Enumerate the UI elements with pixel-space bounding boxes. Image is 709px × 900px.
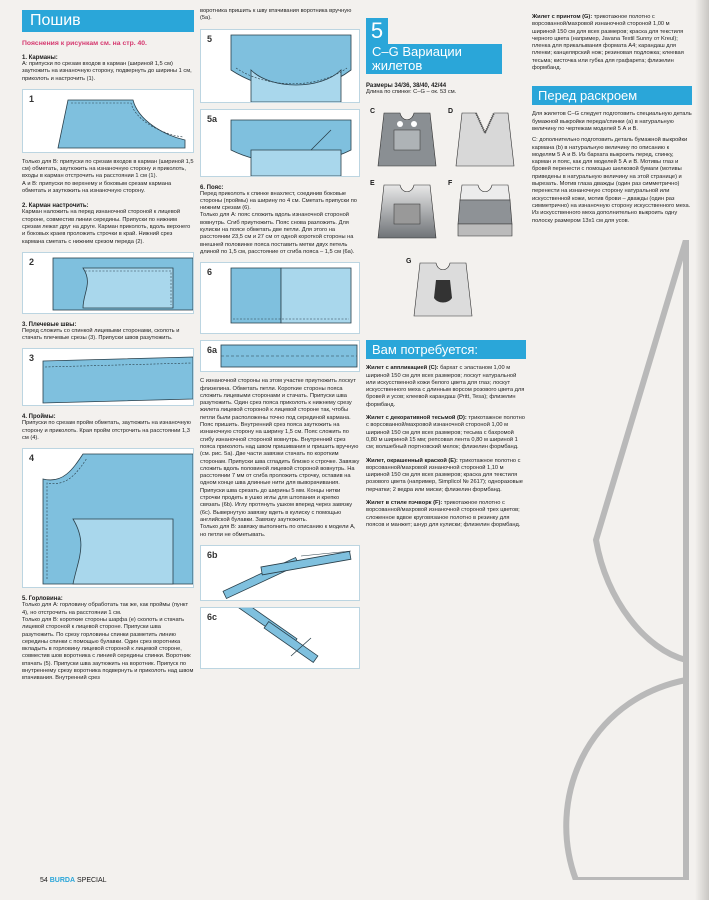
figure-6b-number: 6b	[207, 549, 218, 560]
vest-c	[370, 108, 442, 175]
section-number: 5	[366, 18, 388, 44]
vest-g	[406, 258, 478, 325]
need-item-d-text: трикотажное полотно с ворсованной/махровой изнаночной стороной 1,00 м шириной 150 см для всех размеров; тесьма с бахромой 0,80 м шириной 15 мм; репсовая лента 0,80 м шириной 1 см; волшебный портновский мелок; флизелин формбанд.	[366, 415, 525, 451]
need-item-e	[366, 458, 526, 494]
figure-3-drawing	[23, 349, 193, 405]
figure-2-number: 2	[29, 256, 35, 267]
section-header	[366, 18, 526, 75]
step6b-text: Только для A: пояс сложить вдоль изнаночной стороной вовнутрь. Сгиб приутюжить. Пояс снова разложить. Для кулиски на поясе обметать две петли. Для этого на расстоянии 23,5 см и 27 см от одной короткой стороны на внешней половинке пояса поставить метки двух петель длиной по 1,5 см, расстояние от сгиба пояса – 1,5 см (6а).	[200, 212, 355, 255]
step2-title: 2. Карман настрочить:	[22, 203, 89, 210]
vest-e-drawing	[370, 180, 442, 242]
figure-5a-number: 5a	[207, 113, 218, 124]
figure-6c-drawing	[201, 608, 359, 668]
section-title: C–G Вариации жилетов	[366, 44, 502, 74]
figure-6c-number: 6c	[207, 611, 218, 622]
step4-text: Припуски по срезам пройм обметать, заутюжить на изнаночную сторону и приколоть. Края пройм отстрочить на расстоянии 1,3 см (4).	[22, 420, 191, 442]
front-text-1: Для жилетов C–G следует подготовить специальную деталь бумажной выкройки переда/спинки (а) в натуральную величину по чертежам моделей 5 А и B.	[532, 111, 692, 132]
figure-1-drawing	[23, 90, 193, 152]
column-1	[22, 0, 194, 683]
vest-f-label: F	[448, 180, 453, 188]
col2-top-text: воротника пришить к шву втачивания воротника вручную (5а).	[200, 8, 352, 22]
brand-special: SPECIAL	[76, 877, 107, 884]
book-spine	[695, 0, 709, 900]
step5b-text: Только для B: короткие стороны шарфа (е) сколоть и стачать лицевой стороной к лицевой стороне. Припуски шва разутюжить. По срезу горловины спинки разметить линию середины спинки с помощью булавки. Один срез воротника вкладыть в горловину лицевой стороной к лицевой стороне, совместив шов воротника с линией середины спинки. Воротник втачать (5). Припуски шва заутюжить на воротник. Припуск по внутреннему срезу воротника подвернуть и приколоть над швом втачивания. Внутренний срез	[22, 616, 194, 682]
figure-5a-drawing	[201, 110, 359, 176]
column-4	[532, 0, 692, 225]
step1-text: А: припуски по срезам входов в карман (шириной 1,5 см) заутюжить на изнаночную сторону, подвернуть до ширины 1 см, приколоть и настрочить (1).	[22, 61, 192, 82]
col2-mid-text: С изнаночной стороны на этом участке приутюжить лоскут флизелина. Обметать петли. Короткие стороны пояса сложить лицевыми сторонами и стачать. Припуски шва разутюжить. Один срез пояса приколоть к нижнему срезу жилета лицевой стороной к лицевой стороне так, чтобы петли были расположены точно под серединой кармана. Пояс пришить. Внутренний срез пояса заутюжить на изнаночную сторону на ширину 1,5 см. Пояс сложить по сгибу изнаночной стороной вовнутрь. Внутренний срез пояса приколоть над швом пришивания и пришить вручную (см. рис. 5а). Две части завязки стачать по коротким сторонам. Припуски шва сгладить близко к строчке. Завязку сложить вдоль половиной лицевой стороной вовнутрь. На расстоянии 7 мм от сгиба проложить строчку, оставив на одном конце шва длинные нити для выворачивания. Припуски шва срезать до ширины 5 мм. Концы нитки строчки продеть в ушко иглы для штопания и крепко связать (6b). Иглу протянуть ушком вперед через завязку (6с). Вывернутую завязку вдеть в кулиску с помощью английской булавки. Завязку заутюжить.	[200, 378, 360, 523]
vest-illustrations	[366, 100, 526, 330]
need-item-f	[366, 500, 526, 529]
vest-d-drawing	[448, 108, 520, 170]
sizes: Размеры 34/36, 38/40, 42/44	[366, 83, 447, 89]
vest-g-drawing	[406, 258, 478, 320]
section-title-poshiv: Пошив	[22, 10, 194, 32]
need-title: Вам потребуется:	[366, 340, 526, 359]
need-item-c-text: бархат с эластаном 1,00 м шириной 150 см для всех размеров; лоскут натуральной или искусственной кожи белого цвета для глаз; лоскут искусственного меха с длинным ворсом розового цвета для бровей и усов; клеевой карандаш (Pritt, Tesa); флизелин формбанд.	[366, 365, 525, 408]
need-item-d-title: Жилет с декоративной тесьмой (D):	[366, 415, 467, 422]
front-text-2: C: дополнительно подготовить деталь бумажной выкройки кармана (b) в натуральную величину по описанию к моделям 5 А и B. Из бархата выкроить перед, спинку, карман и пояс, как для моделей 5 А и B. Мотивы глаз и бровей перенести с помощью шелковой бумаги (мотивы приведены в натуральную величину на этой странице) и вырезать. Мотив глаза дважды (один раз симметрично) перенести на изнаночную сторону натуральной или искусственной кожи, мотив брови – дважды (один раз симметрично) на изнаночную сторону искусственного меха. Из искусственного меха дополнительно выкроить одну полоску размером 13х1 см для усов.	[532, 137, 691, 224]
figure-1-number: 1	[29, 93, 35, 104]
step5-text: Только для A: горловину обработать так же, как проймы (пункт 4), но отстрочить на расстоянии 1 см.	[22, 602, 189, 616]
figure-2-drawing	[23, 253, 193, 313]
subtitle: Пояснения к рисункам см. на стр. 40.	[22, 40, 147, 47]
need-item-f-title: Жилет в стиле пэчворк (F):	[366, 500, 443, 507]
pattern-piece	[536, 240, 696, 880]
figure-6b-drawing	[201, 546, 359, 600]
figure-6a	[200, 340, 360, 372]
vest-f-drawing	[448, 180, 520, 242]
vest-e-label: E	[370, 180, 375, 188]
step3-text: Перед сложить со спинкой лицевыми сторонами, сколоть и стачать плечевые срезы (3). Припуски швов разутюжить.	[22, 327, 180, 342]
figure-4	[22, 448, 194, 588]
figure-6a-drawing	[201, 341, 359, 371]
need-item-g-text: трикотажное полотно с ворсованной/махровой изнаночной стороной 1,00 м шириной 150 см для всех размеров; краска для текстиля черного цвета (например, Javana Textil Sunny от Kreul); пленка для прикалывания формата A4; карандаш для пленки; канцелярский нож; резиновая подложка; клеевая тесьма; кисточка или губка для графарета; флизелин формбанд.	[532, 14, 684, 72]
need-item-g	[532, 14, 692, 72]
need-item-d	[366, 415, 526, 451]
front-title: Перед раскроем	[532, 86, 692, 105]
need-item-e-title: Жилет, окрашенный краской (E):	[366, 457, 458, 464]
vest-g-label: G	[406, 258, 412, 266]
figure-4-drawing	[23, 449, 193, 587]
vest-f	[448, 180, 520, 247]
step2-text: Карман наложить на перед изнаночной стороной к лицевой стороне, совместив линии середины. Припуски по нижним срезам лежат друг на друге. Карман приколоть, вдоль верхнего и боковых краев проложить строчки в край. Нижний срез кармана сметать с нижним срезом переда (2).	[22, 209, 191, 245]
figure-6c	[200, 607, 360, 669]
figure-5-drawing	[201, 30, 359, 102]
step3-title: 3. Плечевые швы:	[22, 321, 77, 328]
figure-5a	[200, 109, 360, 177]
need-item-g-title: Жилет с принтом (G):	[532, 14, 593, 20]
step1c-text: А и B: припуски по верхнему и боковым срезам кармана обметать и заутюжить на изнаночную сторону.	[22, 180, 172, 195]
step1b-text: Только для B: припуски по срезам входов в карман (шириной 1,5 см) обметать, заутюжить на изнаночную сторону и приколоть, входы в карман отстрочить на расстоянии 1 см (1).	[22, 158, 194, 180]
figure-3-number: 3	[29, 353, 35, 364]
need-item-c	[366, 365, 526, 409]
figure-3	[22, 348, 194, 406]
vest-d	[448, 108, 520, 175]
figure-4-number: 4	[29, 453, 35, 464]
vest-e	[370, 180, 442, 247]
figure-6-drawing	[201, 263, 359, 333]
need-item-f-text: трикотажное полотно с ворсованной/махровой изнаночной стороной трех цветов; сложенное вдвое круговязаное полотно в резинку для поясов и манжет; шнур для кулиски; флизелин формбанд.	[366, 500, 521, 528]
step6c-text: Только для B: завязку выполнить по описанию к модели A, но петли не обметывать.	[200, 524, 356, 538]
figure-6	[200, 262, 360, 334]
figure-5-number: 5	[207, 33, 213, 44]
step6-title: 6. Пояс:	[200, 184, 224, 191]
need-item-e-text: трикотажное полотно с ворсованной/махровой изнаночной стороной 1,10 м шириной 150 см для всех размеров; краска для текстиля розового цвета (например, Simplicol № 2617); одноразовые перчатки; 2 ведра или миски; флизелин формбанд.	[366, 457, 523, 493]
step4-title: 4. Проймы:	[22, 414, 56, 421]
figure-6-number: 6	[207, 267, 213, 278]
vest-c-drawing	[370, 108, 442, 170]
page-footer	[40, 877, 107, 884]
step5-title: 5. Горловина:	[22, 596, 63, 603]
step6-text: Перед приколоть к спинке внахлест, соединив боковые стороны (проймы) на ширину по 4 см. Сметать припуски по нижним срезам (6).	[200, 190, 357, 212]
vest-c-label: C	[370, 108, 376, 116]
figure-5	[200, 29, 360, 103]
vest-d-label: D	[448, 108, 454, 116]
figure-6b	[200, 545, 360, 601]
step1-title: 1. Карманы:	[22, 55, 58, 61]
figure-2	[22, 252, 194, 314]
page-number: 54	[40, 877, 48, 884]
figure-6a-number: 6a	[207, 345, 218, 356]
figure-1	[22, 89, 194, 153]
column-3	[366, 0, 526, 529]
column-2	[200, 0, 360, 675]
back-length: Длина по спинке: C–G – ок. 53 см.	[366, 89, 457, 95]
need-item-c-title: Жилет с аппликацией (C):	[366, 365, 439, 372]
brand-name: BURDA	[49, 877, 76, 884]
